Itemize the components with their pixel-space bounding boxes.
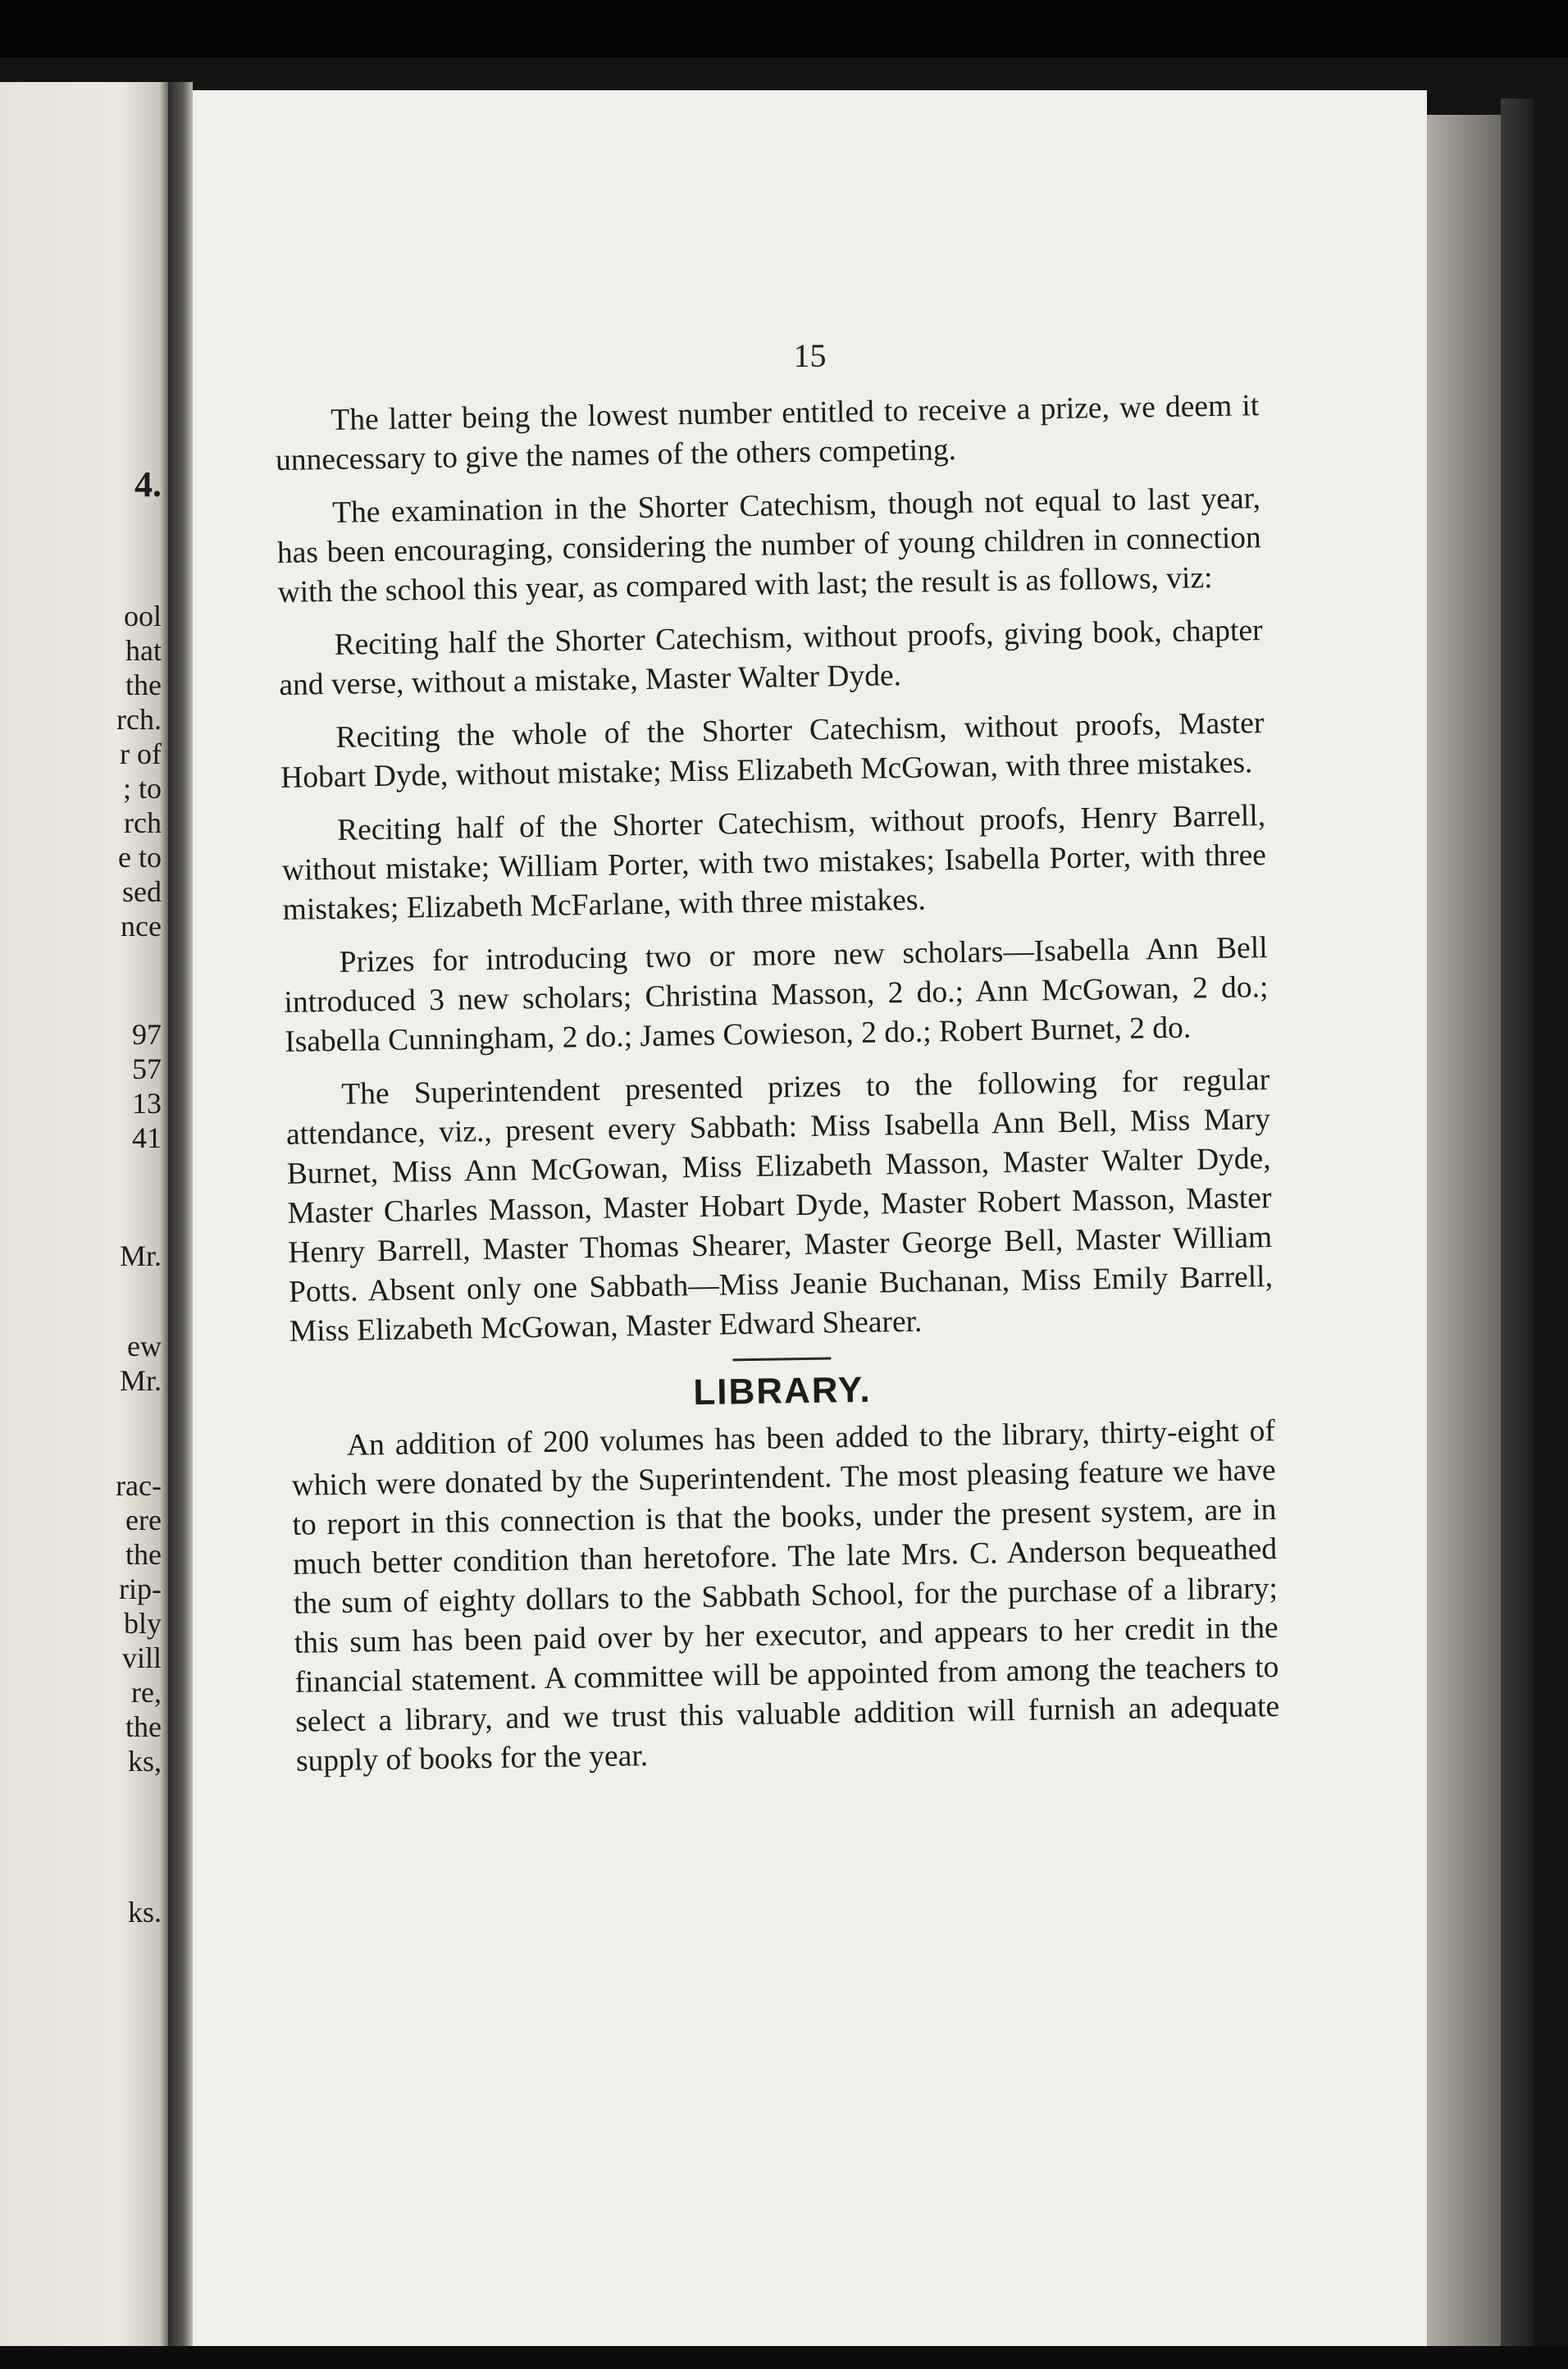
right-page [193, 90, 1427, 2346]
left-page-fragment: Mr. [119, 1239, 162, 1272]
left-page-fragment: rch [124, 806, 162, 839]
left-page-fragment: 97 [132, 1018, 162, 1051]
left-page-fragment: the [125, 669, 162, 701]
left-page-fragment: ks, [127, 1745, 162, 1778]
left-page-fragment: 13 [132, 1087, 162, 1120]
left-page [0, 82, 168, 2346]
page-number: 15 [793, 337, 827, 374]
library-heading: LIBRARY. [693, 1369, 873, 1413]
left-page-fragment: Mr. [119, 1364, 162, 1397]
left-page-fragment: rch. [116, 703, 162, 736]
left-page-fragment: ool [123, 600, 162, 632]
left-page-fragment: ere [125, 1504, 162, 1536]
left-page-fragment: rac- [116, 1469, 162, 1502]
left-page-fragment: 4. [134, 464, 162, 504]
left-page-fragment: sed [122, 875, 162, 908]
scan-bottom-edge [0, 2346, 1568, 2369]
left-page-fragment: vill [121, 1641, 162, 1674]
left-page-fragment: e to [118, 841, 162, 874]
book-gutter [168, 82, 193, 2346]
left-page-fragment: 57 [132, 1052, 162, 1085]
left-page-fragment: ks. [127, 1896, 162, 1929]
paragraph: Reciting half the Shorter Catechism, without proofs, giving book, chapter and verse, without a mistake, Master Walter Dyde. [279, 614, 1263, 702]
paragraph: Reciting half of the Shorter Catechism, without proofs, Henry Barrell, without mistake; William Porter, with two mistakes; Isabella Porter, with three mistakes; Elizabeth McFarlane, with three mistakes. [281, 799, 1267, 927]
left-page-fragment: the [125, 1538, 162, 1571]
paragraph: The latter being the lowest number entitled to receive a prize, we deem it unnecessary to give the names of the others competing. [275, 389, 1260, 477]
left-page-fragment: 41 [132, 1121, 162, 1154]
library-paragraph: An addition of 200 volumes has been added to the library, thirty-eight of which were donated by the Superintendent. The most pleasing feature we have to report in this connection is that the books, under the present system, are in much better condition than heretofore. The late Mrs. C. Anderson bequeathed the sum of eighty dollars to the Sabbath School, for the purchase of a library; this sum has been paid over by her executor, and appears to her credit in the financial statement. A committee will be appointed from among the teachers to select a library, and we trust this valuable addition will furnish an adequate supply of books for the year. [291, 1413, 1280, 1778]
section-divider [732, 1357, 831, 1361]
left-page-fragment: r of [120, 737, 162, 770]
left-page-fragment: re, [131, 1676, 162, 1709]
book-fore-edge [1427, 115, 1501, 2346]
page-body [275, 386, 1281, 1796]
paragraph: Prizes for introducing two or more new scholars—Isabella Ann Bell introduced 3 new scholars; Christina Masson, 2 do.; Ann McGowan, 2 do.; Isabella Cunningham, 2 do.; James Cowieson, 2 do.; Robert Burnet, 2 do. [284, 931, 1269, 1059]
left-page-fragment: rip- [119, 1572, 162, 1605]
left-page-fragment: ew [127, 1330, 162, 1363]
paragraph: Reciting the whole of the Shorter Catechism, without proofs, Master Hobart Dyde, without mistake; Miss Elizabeth McGowan, with three mistakes. [280, 706, 1265, 795]
left-page-fragment: the [125, 1710, 162, 1743]
left-page-fragment: bly [123, 1607, 162, 1640]
paragraph: The Superintendent presented prizes to the following for regular attendance, viz., present every Sabbath: Miss Isabella Ann Bell, Miss Mary Burnet, Miss Ann McGowan, Miss Elizabeth Masson, Master Walter Dyde, Master Charles Masson, Master Hobart Dyde, Master Robert Masson, Master Henry Barrell, Master Thomas Shearer, Master George Bell, Master William Potts. Absent only one Sabbath—Miss Jeanie Buchanan, Miss Emily Barrell, Miss Elizabeth McGowan, Master Edward Shearer. [285, 1063, 1274, 1349]
scan-top-edge [0, 0, 1568, 57]
paragraph: The examination in the Shorter Catechism, though not equal to last year, has been encouraging, considering the number of young children in connection with the school this year, as compared with last; the result is as follows, viz: [276, 482, 1262, 609]
left-page-fragment: nce [121, 910, 162, 943]
left-page-fragment: hat [125, 634, 162, 667]
book-cover-edge [1501, 98, 1534, 2346]
left-page-fragment: ; to [122, 772, 162, 805]
